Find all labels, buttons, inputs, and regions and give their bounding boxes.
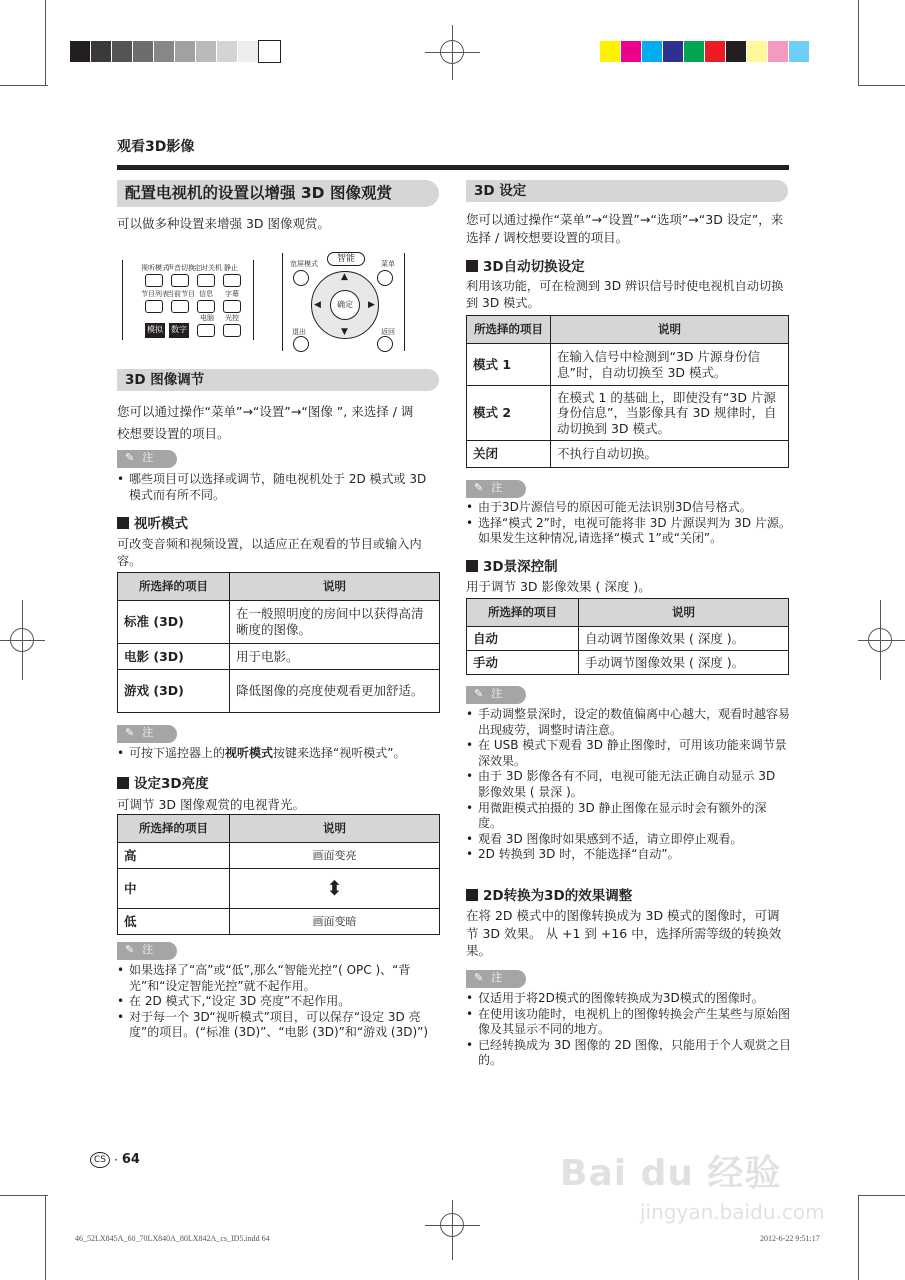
remote-label: 当前节目 [167, 290, 195, 298]
remote-button [197, 300, 215, 313]
remote-label: 菜单 [381, 260, 395, 268]
subsection-heading: 3D景深控制 [466, 558, 558, 576]
page-heading: 配置电视机的设置以增强 3D 图像观赏 [117, 180, 439, 207]
remote-button [197, 274, 215, 287]
note-label: ✎ 注 [466, 970, 526, 988]
table-header: 说明 [551, 316, 789, 344]
intro-text: 可以做多种设置来增强 3D 图像观赏。 [117, 216, 331, 231]
crop-mark [858, 1195, 905, 1196]
crop-mark [0, 85, 48, 86]
color-swatch [175, 41, 196, 62]
color-swatch [238, 41, 259, 62]
note-item: • 观看 3D 图像时如果感到不适，请立即停止观看。 [466, 832, 790, 848]
note-list [117, 746, 447, 762]
remote-panel-left [117, 250, 262, 350]
table-cell: 模式 2 [467, 386, 551, 441]
table-cell: 画面变暗 [230, 909, 440, 935]
note-icon: ✎ [125, 726, 135, 739]
remote-button [377, 270, 393, 286]
note-item: • 在 2D 模式下,“设定 3D 亮度”不起作用。 [117, 994, 441, 1010]
remote-label: 退出 [292, 328, 306, 336]
note-icon: ✎ [125, 451, 135, 464]
note-icon: ✎ [474, 971, 484, 984]
remote-label: 字幕 [225, 290, 239, 298]
color-swatch [217, 41, 238, 62]
table-cell: 自动 [467, 627, 579, 651]
footer-date: 2012-6-22 9:51:17 [760, 1234, 820, 1243]
subsection-heading: 2D转换为3D的效果调整 [466, 887, 632, 905]
footer-file: 46_52LX845A_60_70LX840A_80LX842A_cs_ID5.indd 64 [75, 1234, 270, 1243]
note-item: • 手动调整景深时，设定的数值偏离中心越大，观看时越容易出现疲劳，调整时请注意。 [466, 707, 790, 738]
color-swatch [154, 41, 175, 62]
table-cell: 画面变亮 [230, 843, 440, 869]
crop-mark [858, 85, 905, 86]
note-list [466, 707, 790, 863]
dpad [311, 271, 379, 339]
table-header: 所选择的项目 [118, 573, 230, 601]
color-swatch [91, 41, 112, 62]
analog-button: 模拟 [145, 323, 165, 338]
note-item: • 哪些项目可以选择或调节，随电视机处于 2D 模式或 3D 模式而有所不同。 [117, 472, 439, 503]
remote-label: 信息 [199, 290, 213, 298]
note-list [466, 991, 792, 1069]
color-swatch [663, 41, 684, 62]
subsection-heading: 3D自动切换设定 [466, 258, 585, 276]
remote-label: 声音切换 [167, 264, 195, 272]
crop-mark [45, 0, 46, 85]
bright-text: 可调节 3D 图像观赏的电视背光。 [117, 797, 306, 812]
registration-mark-left [0, 640, 45, 641]
note-label: ✎ 注 [117, 450, 177, 468]
registration-mark-right [858, 640, 905, 641]
color-swatch [133, 41, 154, 62]
note-item: • 由于 3D 影像各有不同，电视可能无法正确自动显示 3D 影像效果 ( 景深 )。 [466, 769, 790, 800]
watermark [560, 1150, 825, 1235]
color-swatch [196, 41, 217, 62]
note-list [466, 500, 792, 547]
color-swatch [642, 41, 663, 62]
remote-label: 电脑 [200, 314, 214, 322]
registration-mark-top [425, 52, 480, 53]
depth-text: 用于调节 3D 影像效果 ( 深度 )。 [466, 579, 651, 594]
conv-text: 在将 2D 模式中的图像转换成为 3D 模式的图像时，可调节 3D 效果。 从 +1 到 +16 中，选择所需等级的转换效果。 [466, 908, 782, 958]
remote-button [223, 274, 241, 287]
ok-button: 确定 [330, 290, 360, 320]
arrow-down-icon: ▼ [341, 327, 348, 337]
note-icon: ✎ [125, 943, 135, 956]
remote-button [377, 336, 393, 352]
adj-text: 您可以通过操作“菜单”→“设置”→“图像 ”, 来选择 / 调校想要设置的项目。 [117, 404, 414, 441]
note-item: • 仅适用于将2D模式的图像转换成为3D模式的图像时。 [466, 991, 792, 1007]
color-swatch [259, 41, 280, 62]
remote-label: 返回 [381, 328, 395, 336]
note-icon: ✎ [474, 481, 484, 494]
smart-button: 智能 [327, 252, 365, 266]
remote-button [145, 274, 163, 287]
av-text: 可改变音频和视频设置，以适应正在观看的节目或输入内容。 [117, 537, 422, 569]
table-cell: 关闭 [467, 441, 551, 468]
note-item: • 可按下遥控器上的视听模式按键来选择“视听模式”。 [117, 746, 447, 762]
table-header: 说明 [579, 599, 789, 627]
av-mode-table [117, 572, 440, 713]
remote-panel-right [280, 250, 410, 355]
watermark-brand: Bai du 经验 [560, 1153, 782, 1194]
watermark-url: jingyan.baidu.com [640, 1199, 825, 1224]
arrow-right-icon: ▶ [368, 300, 375, 310]
color-swatch [70, 41, 91, 62]
note-label: ✎ 注 [466, 480, 526, 498]
header-rule [117, 165, 789, 170]
table-cell: 降低图像的亮度使观看更加舒适。 [230, 670, 440, 713]
color-swatch [621, 41, 642, 62]
table-cell: 中 [118, 869, 230, 909]
note-item: • 用微距模式拍摄的 3D 静止图像在显示时会有额外的深度。 [466, 801, 790, 832]
note-label: ✎ 注 [466, 686, 526, 704]
note-item: • 对于每一个 3D“视听模式”项目，可以保存“设定 3D 亮度”的项目。(“标准 (3D)”、“电影 (3D)”和“游戏 (3D)”) [117, 1010, 441, 1041]
digital-button: 数字 [169, 323, 189, 338]
color-swatch [789, 41, 810, 62]
section-title: 观看3D影像 [117, 139, 195, 155]
note-item: • 在 USB 模式下观看 3D 静止图像时，可用该功能来调节景深效果。 [466, 738, 790, 769]
remote-button [171, 300, 189, 313]
registration-mark-bottom [425, 1225, 480, 1226]
crop-mark [858, 1195, 859, 1280]
section-heading: 3D 图像调节 [117, 369, 439, 391]
note-item: • 2D 转换到 3D 时，不能选择“自动”。 [466, 847, 790, 863]
table-cell: 在一般照明度的房间中以获得高清晰度的图像。 [230, 601, 440, 644]
note-list [117, 472, 439, 503]
remote-button [293, 336, 309, 352]
table-header: 说明 [230, 815, 440, 843]
note-item: • 如果选择了“高”或“低”,那么“智能光控”( OPC )、“背光”和“设定智能光控”就不起作用。 [117, 963, 441, 994]
table-cell: 在模式 1 的基础上，即使没有“3D 片源身份信息”，当影像具有 3D 规律时，自动切换到 3D 模式。 [551, 386, 789, 441]
color-swatch [600, 41, 621, 62]
remote-button [293, 270, 309, 286]
table-cell: 手动 [467, 651, 579, 675]
color-swatch-bar [600, 41, 810, 62]
up-down-arrow-icon: ⬍ [230, 869, 440, 909]
table-cell: 游戏 (3D) [118, 670, 230, 713]
remote-label: 视听模式 [141, 264, 169, 272]
remote-label: 定时关机 [194, 264, 222, 272]
table-cell: 手动调节图像效果 ( 深度 )。 [579, 651, 789, 675]
subsection-heading: 设定3D亮度 [117, 775, 209, 793]
page-number: 64 [121, 1152, 140, 1167]
color-swatch [112, 41, 133, 62]
language-badge: CS [90, 1152, 110, 1168]
gray-swatch-bar [70, 41, 280, 62]
remote-label: 节目列表 [141, 290, 169, 298]
table-cell: 不执行自动切换。 [551, 441, 789, 468]
table-header: 说明 [230, 573, 440, 601]
depth-table [466, 598, 789, 675]
table-cell: 用于电影。 [230, 644, 440, 670]
table-header: 所选择的项目 [467, 599, 579, 627]
color-swatch [747, 41, 768, 62]
remote-button [197, 324, 215, 337]
color-swatch [726, 41, 747, 62]
remote-button [223, 300, 241, 313]
remote-button [145, 300, 163, 313]
note-item: • 在使用该功能时，电视机上的图像转换会产生某些与原始图像及其显示不同的地方。 [466, 1007, 792, 1038]
crop-mark [45, 1195, 46, 1280]
crop-mark [0, 1195, 48, 1196]
arrow-left-icon: ◀ [314, 300, 321, 310]
note-label: ✎ 注 [117, 725, 177, 743]
registration-mark-bottom [452, 1200, 453, 1260]
table-cell: 高 [118, 843, 230, 869]
table-cell: 在输入信号中检测到“3D 片源身份信息”时，自动切换至 3D 模式。 [551, 344, 789, 386]
remote-label: 静止 [224, 264, 238, 272]
color-swatch [684, 41, 705, 62]
right-intro: 您可以通过操作“菜单”→“设置”→“选项”→“3D 设定”，来选择 / 调校想要设置的项目。 [466, 212, 784, 245]
table-cell: 电影 (3D) [118, 644, 230, 670]
color-swatch [768, 41, 789, 62]
remote-label: 宽屏模式 [290, 260, 318, 268]
table-cell: 低 [118, 909, 230, 935]
note-icon: ✎ [474, 687, 484, 700]
remote-label: 光控 [225, 314, 239, 322]
table-header: 所选择的项目 [118, 815, 230, 843]
note-item: • 已经转换成为 3D 图像的 2D 图像，只能用于个人观赏之目的。 [466, 1038, 792, 1069]
color-swatch [705, 41, 726, 62]
table-header: 所选择的项目 [467, 316, 551, 344]
note-item: • 由于3D片源信号的原因可能无法识别3D信号格式。 [466, 500, 792, 516]
remote-button [171, 274, 189, 287]
table-cell: 标准 (3D) [118, 601, 230, 644]
table-cell: 模式 1 [467, 344, 551, 386]
remote-button [223, 324, 241, 337]
page-number-block: CS · 64 [90, 1151, 140, 1169]
arrow-up-icon: ▲ [341, 272, 348, 282]
auto-text: 利用该功能，可在检测到 3D 辨识信号时使电视机自动切换到 3D 模式。 [466, 279, 784, 311]
note-item: • 选择“模式 2”时，电视可能将非 3D 片源误判为 3D 片源。如果发生这种情况,请选择“模式 1”或“关闭”。 [466, 516, 792, 547]
note-label: ✎ 注 [117, 942, 177, 960]
auto-switch-table [466, 315, 789, 468]
table-cell: 自动调节图像效果 ( 深度 )。 [579, 627, 789, 651]
brightness-table [117, 814, 440, 935]
crop-mark [858, 0, 859, 85]
note-list [117, 963, 441, 1041]
section-heading: 3D 设定 [466, 180, 788, 202]
subsection-heading: 视听模式 [117, 515, 188, 533]
